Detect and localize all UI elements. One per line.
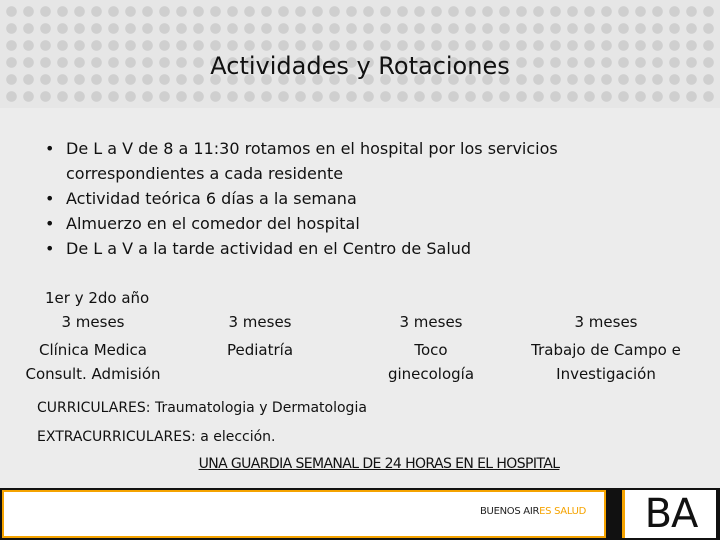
bullet-item: • De L a V a la tarde actividad en el Centro de Salud xyxy=(44,236,684,261)
service-line: Clínica Medica xyxy=(39,341,147,359)
service-line: Toco xyxy=(414,341,448,359)
brand-wordmark xyxy=(480,506,586,517)
ba-logo: BA xyxy=(644,491,698,537)
bullet-item: • De L a V de 8 a 11:30 rotamos en el hospital por los servicios correspondientes a cada residente xyxy=(44,136,684,186)
guardia-notice: UNA GUARDIA SEMANAL DE 24 HORAS EN EL HOSPITAL xyxy=(198,456,560,472)
service-line: Pediatría xyxy=(226,341,294,359)
footer-bar xyxy=(0,488,720,540)
service-cell xyxy=(346,338,516,386)
rotations-table xyxy=(12,310,696,386)
duration-cell: 3 meses xyxy=(61,313,125,331)
service-cell xyxy=(516,338,696,386)
service-line: Trabajo de Campo e xyxy=(531,341,681,359)
duration-cell: 3 meses xyxy=(228,313,292,331)
service-cell xyxy=(174,338,346,386)
bullet-item: • Almuerzo en el comedor del hospital xyxy=(44,211,684,236)
table-row xyxy=(12,338,696,386)
slide-title: Actividades y Rotaciones xyxy=(210,52,510,80)
brand-wordmark-part2: ES SALUD xyxy=(539,506,587,517)
duration-cell: 3 meses xyxy=(399,313,463,331)
duration-cell: 3 meses xyxy=(574,313,638,331)
service-line: ginecología xyxy=(387,365,475,383)
table-row xyxy=(12,310,696,338)
service-line: Investigación xyxy=(556,365,656,383)
brand-wordmark-part1: BUENOS AIR xyxy=(480,506,540,517)
extracurriculares-text: EXTRACURRICULARES: a elección. xyxy=(37,429,276,445)
service-line: Consult. Admisión xyxy=(25,365,161,383)
bullet-list xyxy=(44,136,684,261)
bullet-item: • Actividad teórica 6 días a la semana xyxy=(44,186,684,211)
year-label: 1er y 2do año xyxy=(45,289,150,307)
service-cell xyxy=(12,338,174,386)
curriculares-text: CURRICULARES: Traumatologia y Dermatologia xyxy=(37,400,367,416)
